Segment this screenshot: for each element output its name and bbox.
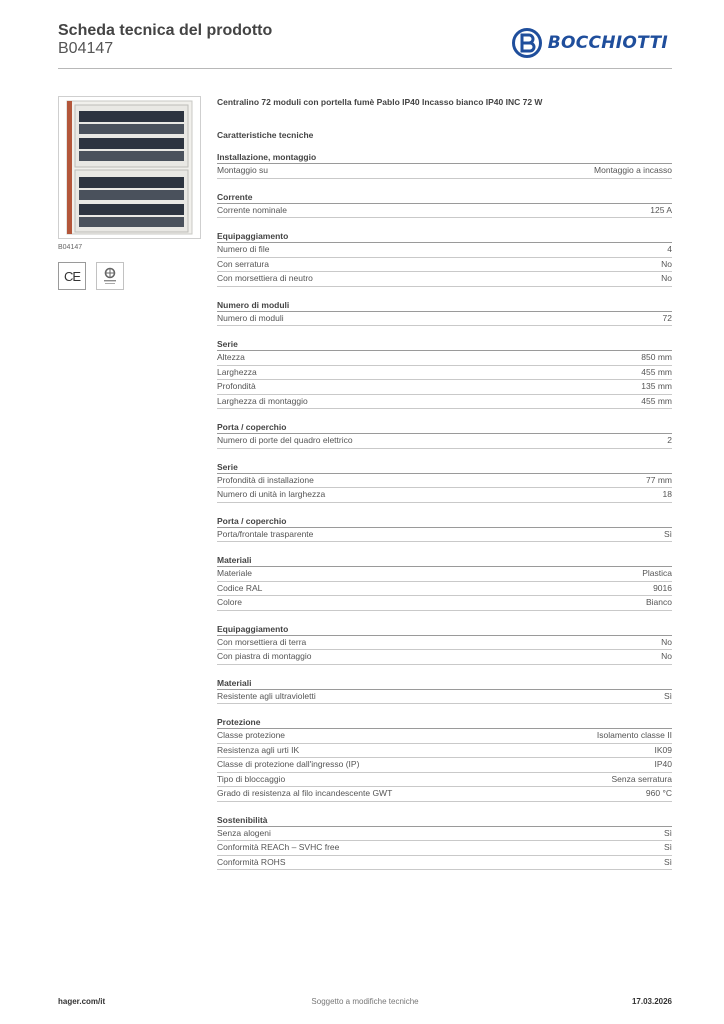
- spec-label: Altezza: [217, 352, 245, 362]
- section-title: Corrente: [217, 189, 672, 204]
- spec-row: [217, 582, 672, 597]
- page-footer: [58, 996, 672, 1008]
- section-title: Materiali: [217, 675, 672, 690]
- spec-row: [217, 787, 672, 802]
- spec-row: [217, 312, 672, 327]
- spec-label: Codice RAL: [217, 582, 263, 593]
- spec-value: 960 °C: [645, 788, 672, 798]
- section-spacer: [217, 503, 672, 513]
- spec-value: No: [661, 651, 672, 661]
- spec-label: Resistente agli ultravioletti: [217, 690, 316, 701]
- spec-value: 2: [667, 435, 672, 445]
- section-title: Materiali: [217, 552, 672, 567]
- spec-row: [217, 395, 672, 410]
- spec-label: Con piastra di montaggio: [217, 651, 312, 661]
- spec-row: [217, 164, 672, 179]
- ce-mark-icon: CE: [58, 262, 86, 290]
- section-spacer: [217, 665, 672, 675]
- spec-label: Grado di resistenza al filo incandescente GWT: [217, 788, 393, 798]
- image-caption: B04147: [58, 244, 83, 251]
- spec-row: [217, 366, 672, 381]
- spec-row: [217, 636, 672, 651]
- spec-value: 850 mm: [641, 352, 672, 362]
- spec-row: [217, 528, 672, 543]
- spec-value: IP40: [654, 759, 672, 769]
- spec-row: [217, 744, 672, 759]
- spec-label: Con serratura: [217, 258, 269, 269]
- page-header: [58, 22, 672, 68]
- spec-value: No: [661, 258, 672, 269]
- spec-label: Larghezza: [217, 366, 257, 377]
- spec-label: Porta/frontale trasparente: [217, 528, 314, 539]
- section-title: Equipaggiamento: [217, 228, 672, 243]
- spec-label: Profondità di installazione: [217, 474, 314, 485]
- spec-value: 455 mm: [641, 366, 672, 377]
- spec-value: Sì: [663, 528, 672, 539]
- spec-value: Bianco: [646, 597, 672, 607]
- spec-row: [217, 827, 672, 842]
- spec-row: [217, 434, 672, 449]
- spec-row: [217, 243, 672, 258]
- section-title: Protezione: [217, 714, 672, 729]
- spec-value: 9016: [653, 582, 672, 593]
- spec-value: 4: [667, 244, 672, 254]
- spec-label: Classe protezione: [217, 730, 286, 740]
- spec-row: [217, 351, 672, 366]
- spec-value: Sì: [663, 690, 672, 701]
- spec-label: Conformità ROHS: [217, 856, 286, 867]
- spec-row: [217, 258, 672, 273]
- spec-label: Numero di porte del quadro elettrico: [217, 435, 353, 445]
- spec-row: [217, 650, 672, 665]
- spec-row: [217, 567, 672, 582]
- spec-value: Sì: [663, 856, 672, 867]
- section-title: Serie: [217, 459, 672, 474]
- spec-row: [217, 841, 672, 856]
- spec-value: 125 A: [650, 204, 672, 215]
- spec-value: Sì: [663, 827, 672, 838]
- spec-value: 18: [662, 489, 672, 499]
- spec-value: Sì: [663, 842, 672, 852]
- spec-sections: [217, 149, 672, 870]
- product-name: Centralino 72 moduli con portella fumè Pablo IP40 Incasso bianco IP40 INC 72 W: [217, 97, 543, 107]
- spec-value: No: [661, 636, 672, 647]
- section-title: Equipaggiamento: [217, 621, 672, 636]
- section-spacer: [217, 704, 672, 714]
- spec-label: Colore: [217, 597, 243, 607]
- section-spacer: [217, 179, 672, 189]
- spec-value: 72: [662, 312, 672, 323]
- section-spacer: [217, 449, 672, 459]
- spec-value: Plastica: [642, 568, 672, 578]
- spec-content: [217, 96, 672, 870]
- spec-label: Tipo di bloccaggio: [217, 773, 286, 784]
- product-image: [58, 96, 201, 239]
- document-title: Scheda tecnica del prodotto: [58, 22, 273, 39]
- quality-mark-icon: [96, 262, 124, 290]
- spec-label: Numero di moduli: [217, 312, 284, 323]
- spec-label: Materiale: [217, 568, 252, 578]
- spec-value: IK09: [654, 744, 672, 755]
- spec-value: Montaggio a incasso: [594, 165, 672, 175]
- product-code: B04147: [58, 40, 114, 57]
- spec-row: [217, 204, 672, 219]
- spec-row: [217, 488, 672, 503]
- spec-row: [217, 690, 672, 705]
- section-spacer: [217, 611, 672, 621]
- spec-value: Isolamento classe II: [596, 730, 672, 740]
- section-spacer: [217, 218, 672, 228]
- section-spacer: [217, 409, 672, 419]
- spec-value: 135 mm: [641, 381, 672, 391]
- spec-label: Profondità: [217, 381, 256, 391]
- section-title: Sostenibilità: [217, 812, 672, 827]
- spec-row: [217, 272, 672, 287]
- section-spacer: [217, 802, 672, 812]
- spec-label: Classe di protezione dall'ingresso (IP): [217, 759, 360, 769]
- specs-heading: Caratteristiche tecniche: [217, 130, 314, 140]
- spec-row: [217, 758, 672, 773]
- spec-row: [217, 474, 672, 489]
- section-title: Serie: [217, 336, 672, 351]
- brand-logo: [512, 28, 668, 58]
- section-title: Numero di moduli: [217, 297, 672, 312]
- spec-label: Montaggio su: [217, 165, 269, 175]
- spec-label: Resistenza agli urti IK: [217, 744, 300, 755]
- spec-value: 77 mm: [646, 474, 672, 485]
- spec-label: Con morsettiera di neutro: [217, 273, 313, 283]
- spec-label: Numero di unità in larghezza: [217, 489, 326, 499]
- footer-disclaimer: Soggetto a modifiche tecniche: [311, 997, 419, 1006]
- spec-value: Senza serratura: [611, 773, 672, 784]
- spec-value: 455 mm: [641, 395, 672, 406]
- section-spacer: [217, 542, 672, 552]
- footer-website: hager.com/it: [58, 997, 106, 1006]
- spec-label: Conformità REACh – SVHC free: [217, 842, 340, 852]
- section-title: Porta / coperchio: [217, 419, 672, 434]
- header-divider: [58, 68, 672, 69]
- spec-row: [217, 856, 672, 871]
- spec-label: Larghezza di montaggio: [217, 395, 308, 406]
- spec-label: Numero di file: [217, 244, 270, 254]
- spec-label: Con morsettiera di terra: [217, 636, 307, 647]
- spec-row: [217, 380, 672, 395]
- spec-row: [217, 773, 672, 788]
- section-title: Porta / coperchio: [217, 513, 672, 528]
- spec-label: Corrente nominale: [217, 204, 287, 215]
- section-spacer: [217, 287, 672, 297]
- spec-row: [217, 596, 672, 611]
- footer-date: 17.03.2026: [631, 997, 672, 1006]
- spec-row: [217, 729, 672, 744]
- section-spacer: [217, 326, 672, 336]
- enclosure-illustration: [59, 97, 200, 238]
- section-title: Installazione, montaggio: [217, 149, 672, 164]
- spec-label: Senza alogeni: [217, 827, 271, 838]
- brand-logo-icon: [512, 28, 542, 58]
- spec-value: No: [661, 273, 672, 283]
- brand-name: BOCCHIOTTI: [547, 33, 668, 53]
